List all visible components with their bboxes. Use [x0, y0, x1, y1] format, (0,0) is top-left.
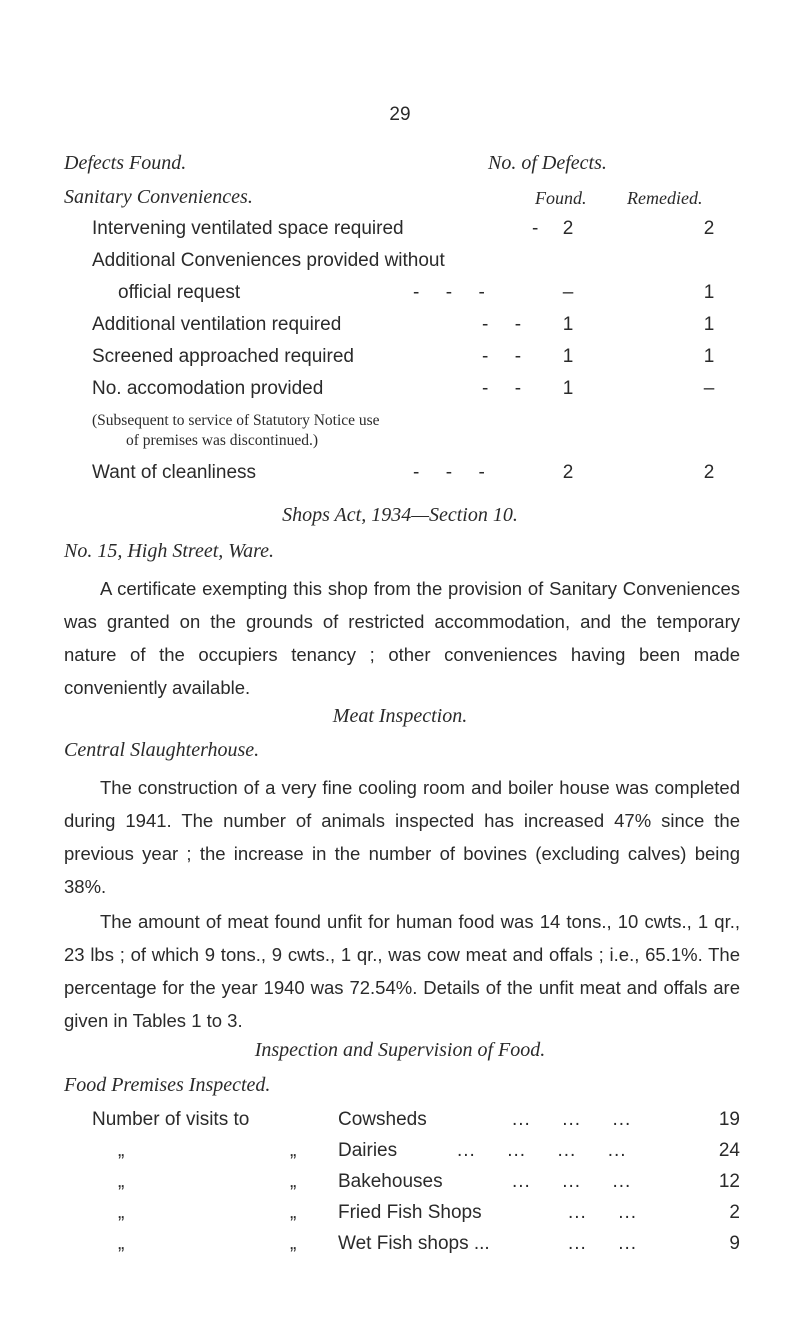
defect-found-value: 1 — [562, 346, 574, 367]
defect-found-value: 1 — [562, 314, 574, 335]
meat-inspection-paragraph-1: The construction of a very fine cooling room and boiler house was completed during 1941. The number of animals inspected has increased 47% since the previous year ; the increase in the number of bovines (excluding calves) being 38%. — [64, 777, 740, 897]
list-item — [0, 1202, 800, 1232]
defect-remedied-value: 1 — [703, 314, 715, 335]
visit-leader: ... ... — [568, 1202, 638, 1223]
ditto-mark: „ — [290, 1140, 297, 1161]
ditto-mark: „ — [118, 1202, 125, 1223]
visit-leader: ... ... ... — [512, 1171, 632, 1192]
visit-count: 2 — [729, 1202, 740, 1223]
ditto-mark: „ — [290, 1202, 297, 1223]
visit-count: 12 — [718, 1171, 740, 1192]
sanitary-conveniences-subheading: Sanitary Conveniences. — [64, 186, 253, 208]
defect-row-label: Additional ventilation required — [92, 314, 342, 335]
no-of-defects-heading: No. of Defects. — [488, 152, 607, 174]
list-item — [0, 1140, 800, 1170]
defect-row-leader: - - - — [413, 282, 485, 303]
found-column-header: Found. — [535, 188, 587, 208]
defect-row-leader: - - — [482, 378, 522, 399]
visit-count: 19 — [718, 1109, 740, 1130]
visit-count: 9 — [729, 1233, 740, 1254]
defect-row-label: No. accomodation provided — [92, 378, 324, 399]
visit-place: Wet Fish shops ... — [338, 1233, 490, 1254]
food-premises-subheading: Food Premises Inspected. — [64, 1074, 271, 1096]
defect-row-label: official request — [118, 282, 241, 303]
defect-remedied-value: – — [703, 378, 715, 399]
list-item — [0, 1171, 800, 1201]
remedied-column-header: Remedied. — [627, 188, 703, 208]
visit-place: Bakehouses — [338, 1171, 443, 1192]
visit-leader: ... ... ... ... — [457, 1140, 627, 1161]
visit-prefix: Number of visits to — [92, 1109, 250, 1130]
ditto-mark: „ — [290, 1233, 297, 1254]
defect-row-label: Intervening ventilated space required — [92, 218, 404, 239]
ditto-mark: „ — [118, 1140, 125, 1161]
page-number: 29 — [389, 104, 411, 125]
defect-row-label: Screened approached required — [92, 346, 354, 367]
list-item — [0, 1109, 800, 1139]
defect-remedied-value: 1 — [703, 282, 715, 303]
visit-leader: ... ... ... — [512, 1109, 632, 1130]
defect-row-leader: - — [532, 218, 539, 239]
defect-row-label: Additional Conveniences provided without — [92, 250, 445, 271]
ditto-mark: „ — [118, 1171, 125, 1192]
visit-leader: ... ... — [568, 1233, 638, 1254]
defect-found-value: 2 — [562, 462, 574, 483]
statutory-notice-note: (Subsequent to service of Statutory Notice use — [92, 412, 380, 429]
food-inspection-heading: Inspection and Supervision of Food. — [254, 1039, 546, 1061]
visit-count: 24 — [718, 1140, 740, 1161]
defect-found-value: – — [562, 282, 574, 303]
defect-row-leader: - - - — [413, 462, 485, 483]
visit-place: Cowsheds — [338, 1109, 427, 1130]
defect-row-label: Want of cleanliness — [92, 462, 257, 483]
shops-act-heading: Shops Act, 1934—Section 10. — [282, 504, 518, 526]
ditto-mark: „ — [290, 1171, 297, 1192]
shops-act-paragraph: A certificate exempting this shop from the provision of Sanitary Conveniences was granted on the grounds of restricted accommodation, and the temporary nature of the occupiers tenancy ; other conveniences having been made conveniently available. — [64, 578, 740, 698]
central-slaughterhouse-subheading: Central Slaughterhouse. — [64, 739, 260, 761]
defect-remedied-value: 1 — [703, 346, 715, 367]
defect-found-value: 2 — [562, 218, 574, 239]
meat-inspection-heading: Meat Inspection. — [332, 705, 468, 727]
shops-act-subheading: No. 15, High Street, Ware. — [64, 540, 274, 562]
defect-remedied-value: 2 — [703, 462, 715, 483]
defect-found-value: 1 — [562, 378, 574, 399]
ditto-mark: „ — [118, 1233, 125, 1254]
defect-row-leader: - - — [482, 346, 522, 367]
defect-remedied-value: 2 — [703, 218, 715, 239]
visit-place: Fried Fish Shops — [338, 1202, 482, 1223]
visit-place: Dairies — [338, 1140, 398, 1161]
defects-found-heading: Defects Found. — [64, 152, 187, 174]
meat-inspection-paragraph-2: The amount of meat found unfit for human food was 14 tons., 10 cwts., 1 qr., 23 lbs ; of which 9 tons., 9 cwts., 1 qr., was cow meat and offals ; i.e., 65.1%. The percentage for the year 1940 was 72.54%. Details of the unfit meat and offals are given in Tables 1 to 3. — [64, 911, 740, 1031]
list-item — [0, 1233, 800, 1263]
defect-row-leader: - - — [482, 314, 522, 335]
statutory-notice-note-continued: of premises was discontinued.) — [126, 432, 318, 449]
